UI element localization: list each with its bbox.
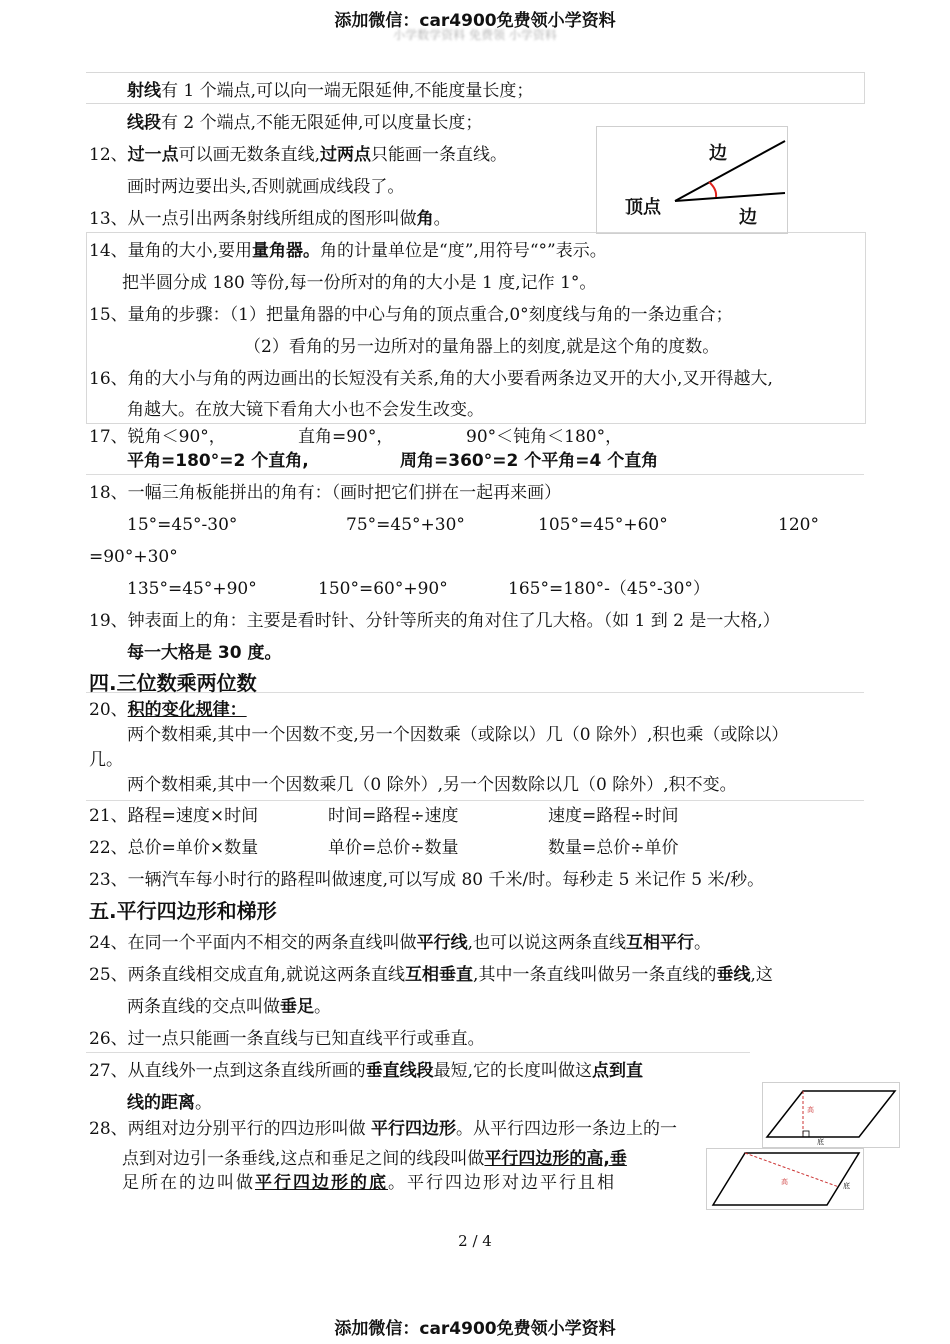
divider — [86, 1052, 750, 1053]
item-14 — [89, 240, 607, 262]
text: 量角的大小,要用 — [127, 241, 253, 261]
item-16 — [89, 368, 773, 390]
item-number: 20、 — [89, 700, 128, 720]
bold-term: 平行线 — [416, 933, 468, 953]
item-26 — [89, 1028, 485, 1050]
item-20 — [89, 699, 247, 721]
section-heading-4: 四.三位数乘两位数 — [89, 671, 257, 695]
item-number: 12、 — [89, 145, 128, 165]
parallelogram-figure-2 — [706, 1148, 864, 1210]
bold-term: 量角器。 — [252, 241, 321, 261]
text: 钟表面上的角：主要是看时针、分针等所夹的角对住了几大格。（如 1 到 2 是一大格,） — [127, 611, 780, 631]
combo-120: 120° — [778, 515, 819, 535]
text: 足所在的边叫做 — [122, 1173, 255, 1193]
top-banner: 添加微信：car4900免费领小学资料 — [334, 11, 616, 31]
text: 两条直线相交成直角,就说这两条直线 — [127, 965, 406, 985]
item-15-line2: （2）看角的另一边所对的量角器上的刻度,就是这个角的度数。 — [244, 337, 720, 357]
text: 。从平行四边形一条边上的一 — [456, 1119, 678, 1139]
bold-term: 平行四边形 — [371, 1119, 457, 1139]
page-number: 2 / 4 — [458, 1232, 492, 1250]
combo-105: 105°=45°+60° — [538, 515, 668, 535]
combo-75: 75°=45°+30° — [346, 515, 465, 535]
combo-15: 15°=45°-30° — [127, 515, 238, 535]
bold-term: 互相垂直 — [405, 965, 474, 985]
text: 量角的步骤：（1）把量角器的中心与角的顶点重合,0°刻度线与角的一条边重合； — [127, 305, 733, 325]
text: 角的计量单位是“度”,用符号“°”表示。 — [320, 241, 607, 261]
side-label-top: 边 — [709, 143, 727, 164]
text: 两组对边分别平行的四边形叫做 — [127, 1119, 372, 1139]
height-label: 高 — [807, 1106, 814, 1114]
acute-angle: 锐角＜90°， — [127, 427, 226, 447]
bold-term: 线的距离 — [127, 1093, 195, 1113]
text: ,这 — [750, 965, 773, 985]
parallelogram-figure-1 — [762, 1082, 900, 1148]
divider — [86, 474, 864, 475]
text: 在同一个平面内不相交的两条直线叫做 — [127, 933, 417, 953]
item-number: 27、 — [89, 1061, 128, 1081]
item-number: 17、 — [89, 427, 128, 447]
bold-term: 互相平行 — [626, 933, 695, 953]
full-angle — [400, 450, 658, 472]
formula: 总价=单价×数量 — [127, 838, 259, 858]
text: ,其中一条直线叫做另一条直线的 — [473, 965, 717, 985]
vertex-label: 顶点 — [625, 197, 661, 218]
item-21 — [89, 805, 258, 827]
bold-term: 垂直线段 — [365, 1061, 434, 1081]
item-number: 26、 — [89, 1029, 128, 1049]
divider — [86, 800, 864, 801]
item-12-line2: 画时两边要出头,否则就画成线段了。 — [127, 177, 405, 197]
item-12 — [89, 144, 507, 166]
item-28 — [89, 1118, 677, 1140]
base-label: 底 — [843, 1182, 850, 1190]
item-number: 21、 — [89, 806, 128, 826]
item-24 — [89, 932, 711, 954]
item-23 — [89, 869, 764, 891]
item-number: 18、 — [89, 483, 128, 503]
top-ghost-text: 小学数学资料 免费领 小学资料 — [393, 28, 557, 42]
ray-line — [127, 80, 533, 102]
text: 一幅三角板能拼出的角有：（画时把它们拼在一起再来画） — [127, 483, 562, 503]
item-19-line2 — [127, 642, 282, 664]
item-25 — [89, 964, 773, 986]
text: 角的大小与角的两边画出的长短没有关系,角的大小要看两条边叉开的大小,叉开得越大, — [127, 369, 773, 389]
combo-150: 150°=60°+90° — [318, 579, 448, 599]
obtuse-angle: 90°＜钝角＜180°， — [466, 427, 623, 447]
text: 只能画一条直线。 — [371, 145, 508, 165]
bold-term: 垂足 — [280, 997, 314, 1017]
item-number: 19、 — [89, 611, 128, 631]
item-13 — [89, 208, 451, 230]
bold-term: 平行四边形的底 — [255, 1173, 388, 1193]
text: 过一点只能画一条直线与已知直线平行或垂直。 — [127, 1029, 485, 1049]
text: 点到对边引一条垂线,这点和垂足之间的线段叫做 — [122, 1149, 485, 1169]
straight-angle — [127, 450, 309, 472]
bold-term: 垂线 — [716, 965, 751, 985]
angle-figure — [596, 126, 788, 234]
text: 。 — [195, 1093, 212, 1113]
text: ,也可以说这两条直线 — [467, 933, 627, 953]
item-19 — [89, 610, 780, 632]
item-number: 14、 — [89, 241, 128, 261]
segment-text: 有 2 个端点,不能无限延伸,可以度量长度； — [161, 113, 483, 133]
bottom-banner: 添加微信：car4900免费领小学资料 — [334, 1319, 616, 1339]
item-15 — [89, 304, 733, 326]
item-number: 16、 — [89, 369, 128, 389]
bold-term: 平行四边形的高,垂 — [484, 1149, 627, 1169]
text: 。 — [694, 933, 712, 953]
item-27 — [89, 1060, 643, 1082]
formula: 数量=总价÷单价 — [548, 838, 679, 858]
formula: 单价=总价÷数量 — [328, 838, 459, 858]
parallelogram-diagram-1 — [763, 1083, 899, 1147]
formula: 路程=速度×时间 — [127, 806, 259, 826]
base-label: 底 — [817, 1138, 824, 1146]
item-number: 15、 — [89, 305, 128, 325]
item-20-line1b: 几。 — [89, 750, 123, 770]
item-number: 24、 — [89, 933, 128, 953]
text: 从直线外一点到这条直线所画的 — [127, 1061, 366, 1081]
text: 最短,它的长度叫做这 — [433, 1061, 593, 1081]
bold-term: 角 — [416, 209, 434, 229]
formula: 时间=路程÷速度 — [328, 806, 459, 826]
item-16-line2: 角越大。在放大镜下看角大小也不会发生改变。 — [127, 400, 484, 420]
bold-term: 过一点 — [127, 145, 179, 165]
combo-165: 165°=180°-（45°-30°） — [508, 579, 710, 599]
bold-term: 周角=360°=2 个平角=4 个直角 — [400, 451, 659, 471]
ray-term: 射线 — [127, 81, 161, 101]
item-27-line2 — [127, 1092, 212, 1114]
segment-term: 线段 — [127, 113, 161, 133]
text: 两条直线的交点叫做 — [127, 997, 280, 1017]
item-number: 13、 — [89, 209, 128, 229]
combo-120-b: =90°+30° — [89, 547, 178, 567]
item-number: 23、 — [89, 870, 128, 890]
text: 。平行四边形对边平行且相 — [388, 1173, 616, 1193]
text: 。 — [433, 209, 451, 229]
formula: 速度=路程÷时间 — [548, 806, 679, 826]
side-label-bottom: 边 — [739, 207, 757, 228]
right-angle: 直角=90°， — [298, 427, 394, 447]
section-heading-5: 五.平行四边形和梯形 — [89, 899, 277, 923]
text: 一辆汽车每小时行的路程叫做速度,可以写成 80 千米/时。每秒走 5 米记作 5 米/秒。 — [127, 870, 765, 890]
text: 。 — [314, 997, 331, 1017]
bold-term: 过两点 — [320, 145, 372, 165]
bold-term: 点到直 — [592, 1061, 644, 1081]
item-25-line2 — [127, 996, 331, 1018]
item-number: 25、 — [89, 965, 128, 985]
item-28-line3 — [122, 1172, 616, 1194]
height-label: 高 — [781, 1178, 788, 1186]
item-28-line2 — [122, 1148, 627, 1170]
item-22 — [89, 837, 258, 859]
ray-text: 有 1 个端点,可以向一端无限延伸,不能度量长度； — [161, 81, 534, 101]
item-20-line1: 两个数相乘,其中一个因数不变,另一个因数乘（或除以）几（0 除外）,积也乘（或除以） — [127, 725, 789, 745]
item-14-line2: 把半圆分成 180 等份,每一份所对的角的大小是 1 度,记作 1°。 — [122, 273, 597, 293]
item-17 — [89, 426, 226, 448]
combo-135: 135°=45°+90° — [127, 579, 257, 599]
text: 从一点引出两条射线所组成的图形叫做 — [127, 209, 417, 229]
item-20-line2: 两个数相乘,其中一个因数乘几（0 除外）,另一个因数除以几（0 除外）,积不变。 — [127, 775, 737, 795]
bold-term: 平角=180°=2 个直角, — [127, 451, 309, 471]
item-number: 28、 — [89, 1119, 128, 1139]
item-18 — [89, 482, 561, 504]
text: 可以画无数条直线, — [178, 145, 321, 165]
segment-line — [127, 112, 482, 134]
bold-term: 积的变化规律： — [127, 700, 247, 720]
bold-term: 每一大格是 30 度。 — [127, 643, 282, 663]
item-number: 22、 — [89, 838, 128, 858]
